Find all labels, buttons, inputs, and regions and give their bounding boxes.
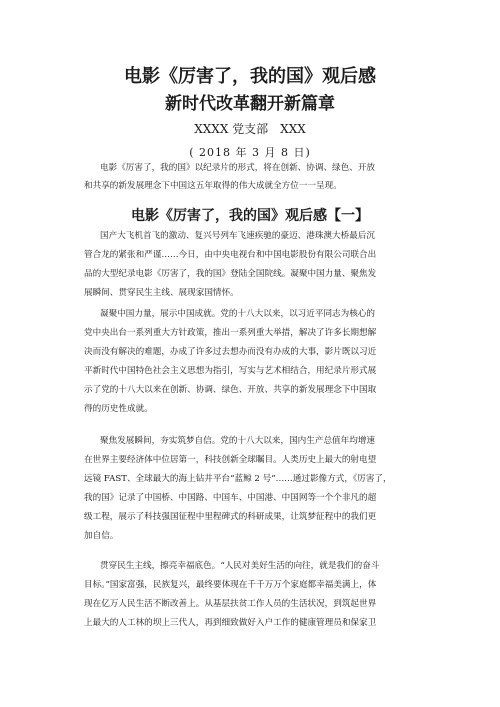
paragraph-line: 得的历史性成就。 bbox=[84, 404, 153, 414]
paragraph-line: 级工程，展示了科技强国征程中里程碑式的科研成果，让筑梦征程中的我们更 bbox=[84, 512, 377, 522]
paragraph-line: 在世界主要经济体中位居第一，科技创新全球瞩目。人类历史上最大的射电望 bbox=[84, 455, 377, 465]
paragraph-line: 贯穿民生主线，擦亮幸福底色。“人民对美好生活的向往，就是我们的奋斗 bbox=[100, 561, 380, 571]
paragraph-line: 凝聚中国力量，展示中国成就。党的十八大以来，以习近平同志为核心的 bbox=[100, 309, 376, 319]
date-line: ( 2018 年 3 月 8 日) bbox=[189, 146, 311, 159]
paragraph-line: 聚焦发展瞬间，夯实筑梦自信。党的十八大以来，国内生产总值年均增速 bbox=[100, 436, 376, 446]
paragraph-line: 党中央出台一系列重大方针政策，推出一系列重大举措，解决了许多长期想解 bbox=[84, 328, 377, 338]
paragraph-line: 加自信。 bbox=[84, 531, 119, 541]
page-subtitle: 新时代改革翻开新篇章 bbox=[165, 94, 335, 114]
paragraph-line: 品的大型纪录电影《厉害了，我的国》登陆全国院线。凝聚中国力量、聚焦发 bbox=[84, 269, 377, 279]
page-title: 电影《厉害了，我的国》观后感 bbox=[124, 66, 376, 87]
paragraph-line: 示了党的十八大以来在创新、协调、绿色、开放、共享的新发展理念下中国取 bbox=[84, 385, 377, 395]
paragraph-line: 管合龙的紧张和严谨……今日，由中央电视台和中国电影股份有限公司联合出 bbox=[84, 250, 377, 260]
section-heading: 电影《厉害了，我的国》观后感【一】 bbox=[131, 208, 369, 224]
paragraph-line: 平新时代中国特色社会主义思想为指引，写实与艺术相结合，用纪录片形式展 bbox=[84, 366, 377, 376]
paragraph-line: 我的国》记录了中国桥、中国路、中国车、中国港、中国网等一个个非凡的超 bbox=[84, 493, 377, 503]
paragraph-line: 目标。”国家富强，民族复兴，最终要体现在千千万万个家庭都幸福美满上，体 bbox=[84, 580, 377, 590]
paragraph-line: 上最大的人工林的坝上三代人，再到细致做好入户工作的健康管理员和保家卫 bbox=[84, 618, 377, 628]
intro-line: 电影《厉害了，我的国》以纪录片的形式，将在创新、协调、绿色、开放 bbox=[100, 163, 376, 173]
intro-line: 和共享的新发展理念下中国这五年取得的伟大成就全方位一一呈现。 bbox=[84, 181, 342, 191]
paragraph-line: 国产大飞机首飞的激动、复兴号列车飞速疾驰的豪迈、港珠澳大桥最后沉 bbox=[100, 231, 376, 241]
paragraph-line: 现在亿万人民生活不断改善上。从基层扶贫工作人员的生活状况，到筑起世界 bbox=[84, 599, 377, 609]
author-line: XXXX 党支部 XXX bbox=[194, 122, 306, 136]
paragraph-line: 展瞬间、贯穿民生主线、展现家国情怀。 bbox=[84, 288, 239, 298]
paragraph-line: 远镜 FAST、全球最大的海上钻井平台“蓝鲸 2 号”……通过影像方式，《厉害了， bbox=[84, 474, 392, 484]
paragraph-line: 决而没有解决的难题，办成了许多过去想办而没有办成的大事，影片既以习近 bbox=[84, 347, 377, 357]
